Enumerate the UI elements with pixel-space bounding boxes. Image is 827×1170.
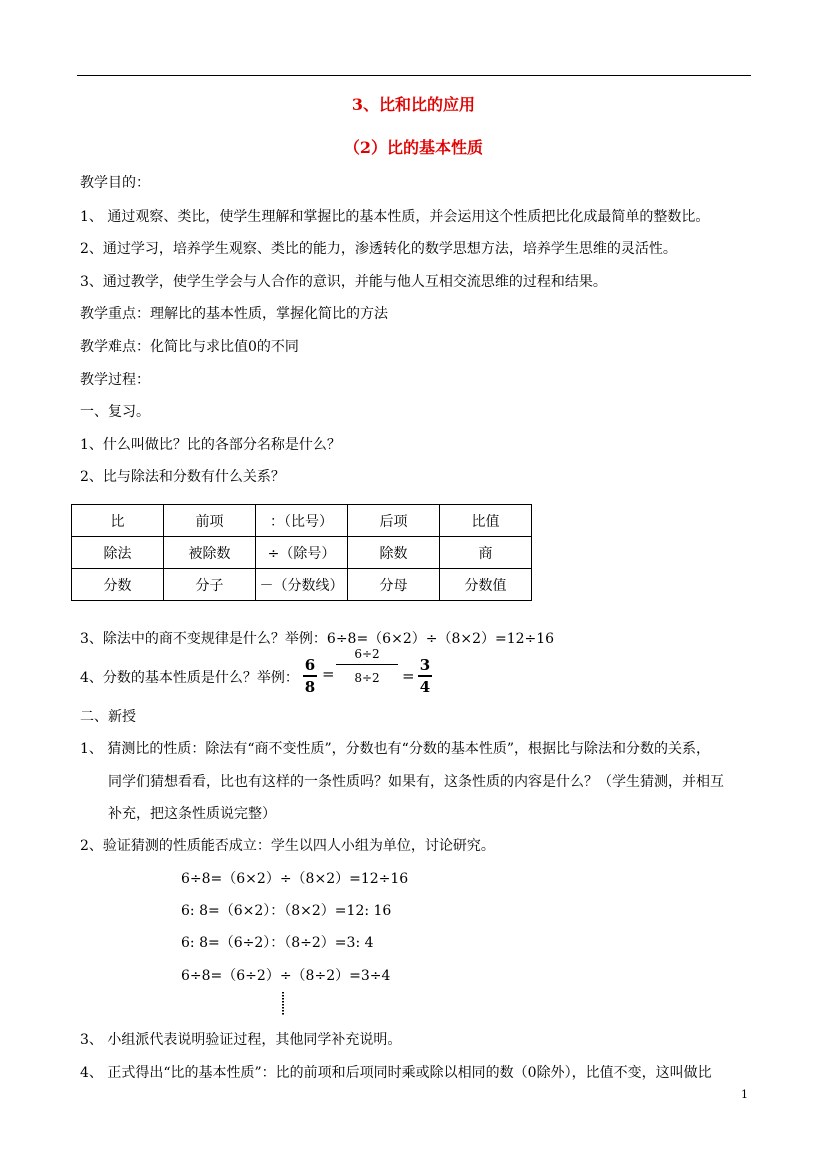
table-cell: 分数 [72, 569, 164, 601]
paragraph-line: 同学们猜想看看，比也有这样的一条性质吗？如果有，这条性质的内容是什么？（学生猜测，并相互 [108, 774, 724, 790]
page-title: 3、比和比的应用 [351, 95, 476, 114]
equation-line: 6÷8=（6÷2）÷（8÷2）=3÷4 [181, 968, 391, 984]
objectives-heading: 教学目的： [80, 175, 150, 191]
table-cell: 比 [72, 505, 164, 537]
table-cell: 后项 [348, 505, 440, 537]
review-question: 3、除法中的商不变规律是什么？举例：6÷8=（6×2）÷（8×2）=12÷16 [80, 631, 555, 647]
paragraph-line: 2、验证猜测的性质能否成立：学生以四人小组为单位，讨论研究。 [80, 838, 495, 854]
header-rule [77, 75, 751, 76]
objective-item: 2、通过学习，培养学生观察、类比的能力，渗透转化的数学思想方法，培养学生思维的灵活性。 [80, 241, 677, 257]
table-cell: 分母 [348, 569, 440, 601]
table-cell: 分子 [164, 569, 256, 601]
equals-sign: = [322, 665, 335, 683]
equation-line: 6÷8=（6×2）÷（8×2）=12÷16 [181, 871, 409, 887]
table-row [72, 569, 532, 601]
review-heading: 一、复习。 [80, 404, 150, 420]
table-cell: 前项 [164, 505, 256, 537]
fraction-bar [418, 675, 432, 677]
equation-line: 6: 8=（6×2）：（8×2）=12: 16 [181, 903, 392, 919]
fraction-denominator: 4 [419, 678, 431, 696]
comparison-table [71, 504, 532, 601]
review-question: 2、比与除法和分数有什么关系？ [80, 469, 285, 485]
table-cell: ：（比号） [256, 505, 348, 537]
table-cell: ÷（除号） [256, 537, 348, 569]
fraction-numerator: 3 [419, 656, 431, 674]
fraction-bar [336, 664, 398, 665]
table-cell: －（分数线） [256, 569, 348, 601]
fraction-numerator: 6 [304, 656, 316, 674]
equals-sign: = [402, 667, 415, 685]
review-question-prefix: 4、分数的基本性质是什么？举例： [80, 670, 299, 686]
table-cell: 比值 [440, 505, 532, 537]
table-cell: 分数值 [440, 569, 532, 601]
objective-item: 1、 通过观察、类比，使学生理解和掌握比的基本性质，并会运用这个性质把比化成最简单的整数比。 [80, 209, 710, 225]
table-cell: 除法 [72, 537, 164, 569]
vertical-ellipsis [282, 992, 286, 1016]
page-subtitle: （2）比的基本性质 [343, 138, 484, 157]
paragraph-line: 4、 正式得出“比的基本性质”：比的前项和后项同时乘或除以相同的数（0除外），比值不变，这叫做比 [80, 1065, 712, 1081]
process-heading: 教学过程： [80, 372, 150, 388]
objective-item: 3、通过教学，使学生学会与人合作的意识，并能与他人互相交流思维的过程和结果。 [80, 274, 607, 290]
key-point: 教学重点：理解比的基本性质，掌握化简比的方法 [80, 306, 388, 322]
table-cell: 除数 [348, 537, 440, 569]
fraction-denominator: 8÷2 [354, 671, 380, 685]
table-cell: 商 [440, 537, 532, 569]
table-cell: 被除数 [164, 537, 256, 569]
difficulty: 教学难点：化简比与求比值0的不同 [80, 339, 299, 355]
table-row [72, 537, 532, 569]
fraction-denominator: 8 [304, 678, 316, 696]
fraction-bar [303, 675, 317, 677]
paragraph-line: 3、 小组派代表说明验证过程，其他同学补充说明。 [80, 1032, 402, 1048]
paragraph-line: 1、 猜测比的性质：除法有“商不变性质”，分数也有“分数的基本性质”，根据比与除法和分数的关系， [80, 741, 710, 757]
page-number: 1 [741, 1088, 748, 1101]
paragraph-line: 补充，把这条性质说完整） [108, 806, 276, 822]
fraction-numerator: 6÷2 [354, 647, 380, 661]
review-question: 1、什么叫做比？比的各部分名称是什么？ [80, 437, 341, 453]
equation-line: 6: 8=（6÷2）：（8÷2）=3: 4 [181, 935, 374, 951]
table-row [72, 505, 532, 537]
new-heading: 二、新授 [80, 709, 136, 725]
